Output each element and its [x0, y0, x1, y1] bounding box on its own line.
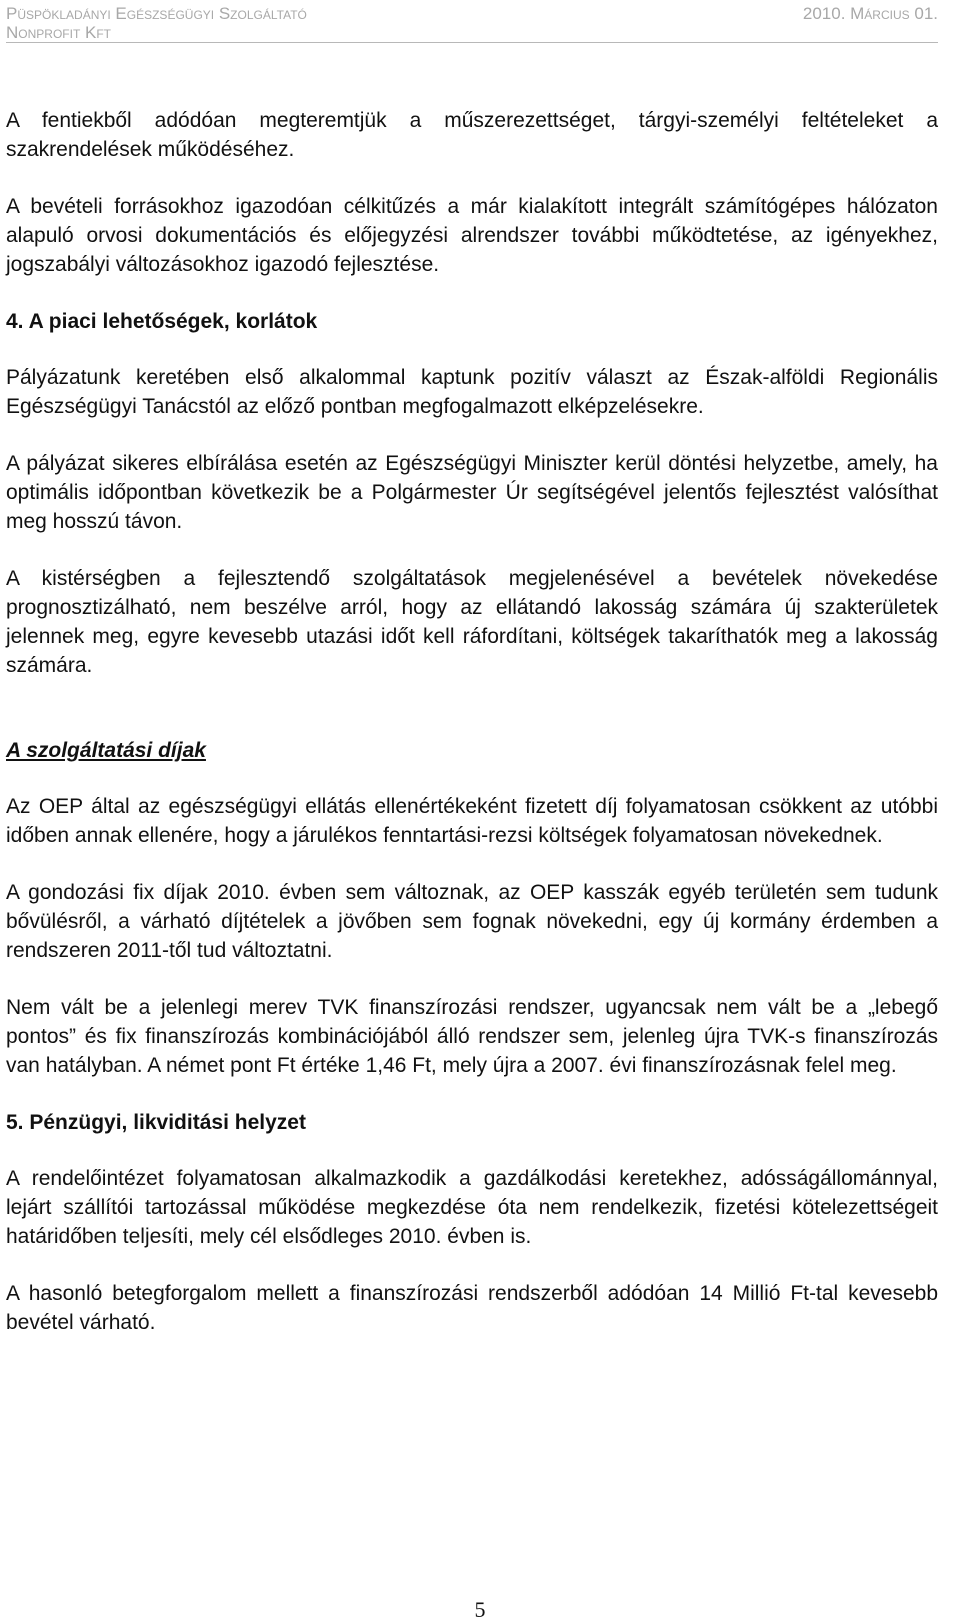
page-number: 5	[474, 1597, 486, 1622]
paragraph-instruments: A fentiekből adódóan megteremtjük a műszerezettséget, tárgyi-személyi feltételeket a szakrendelések működéséhez.	[6, 109, 938, 161]
paragraph-revenue-goals: A bevételi forrásokhoz igazodóan célkitűzés a már kialakított integrált számítógépes hálózaton alapuló orvosi dokumentációs és előjegyzési alrendszer további működtetése, az igényekhez, jogszabályi változásokhoz igazodó fejlesztése.	[6, 195, 938, 276]
fees-heading: A szolgáltatási díjak	[6, 739, 206, 762]
paragraph-revenue-loss: A hasonló betegforgalom mellett a finanszírozási rendszerből adódóan 14 Millió Ft-tal kevesebb bevétel várható.	[6, 1282, 938, 1334]
paragraph-oep-fees: Az OEP által az egészségügyi ellátás ellenértékeként fizetett díj folyamatosan csökkent az utóbbi időben annak ellenére, hogy a járulékos fenntartási-rezsi költségek folyamatosan növekednek.	[6, 795, 938, 847]
page-header	[6, 4, 938, 43]
document-body	[6, 106, 938, 1337]
organization-name-line1: Püspökladányi Egészségügyi Szolgáltató	[6, 4, 307, 23]
document-date: 2010. Március 01.	[802, 4, 938, 23]
paragraph-application: Pályázatunk keretében első alkalommal kaptunk pozitív választ az Észak-alföldi Regionális Egészségügyi Tanácstól az előző pontban megfogalmazott elképzelésekre.	[6, 366, 938, 418]
paragraph-liquidity: A rendelőintézet folyamatosan alkalmazkodik a gazdálkodási keretekhez, adósságállománnyal, lejárt szállítói tartozással működése megkezdése óta nem rendelkezik, fizetési kötelezettségeit határidőben teljesíti, mely cél elsődleges 2010. évben is.	[6, 1167, 938, 1248]
paragraph-minister: A pályázat sikeres elbírálása esetén az Egészségügyi Miniszter kerül döntési helyzetbe, amely, ha optimális időpontban következik be a Polgármester Úr segítségével jelentős fejlesztést valósíthat meg hosszú távon.	[6, 452, 938, 533]
section-5-heading: 5. Pénzügyi, likviditási helyzet	[6, 1111, 306, 1134]
paragraph-fixed-fees: A gondozási fix díjak 2010. évben sem változnak, az OEP kasszák egyéb területén sem tudunk bővülésről, a várható díjtételek a jövőben sem fognak növekedni, egy új kormány érdemben a rendszeren 2011-től tud változtatni.	[6, 881, 938, 962]
organization-name	[6, 4, 307, 42]
paragraph-tvk-financing: Nem vált be a jelenlegi merev TVK finanszírozási rendszer, ugyancsak nem vált be a „lebegő pontos” és fix finanszírozás kombinációjából álló rendszer sem, jelenleg újra TVK-s finanszírozás van hatályban. A német pont Ft értéke 1,46 Ft, mely újra a 2007. évi finanszírozásnak felel meg.	[6, 996, 938, 1077]
paragraph-subregion: A kistérségben a fejlesztendő szolgáltatások megjelenésével a bevételek növekedése prognosztizálható, nem beszélve arról, hogy az ellátandó lakosság számára új szakterületek jelennek meg, egyre kevesebb utazási időt kell ráfordítani, költségek takaríthatók meg a lakosság számára.	[6, 567, 938, 677]
section-4-heading: 4. A piaci lehetőségek, korlátok	[6, 310, 318, 333]
organization-name-line2: Nonprofit Kft	[6, 23, 111, 42]
